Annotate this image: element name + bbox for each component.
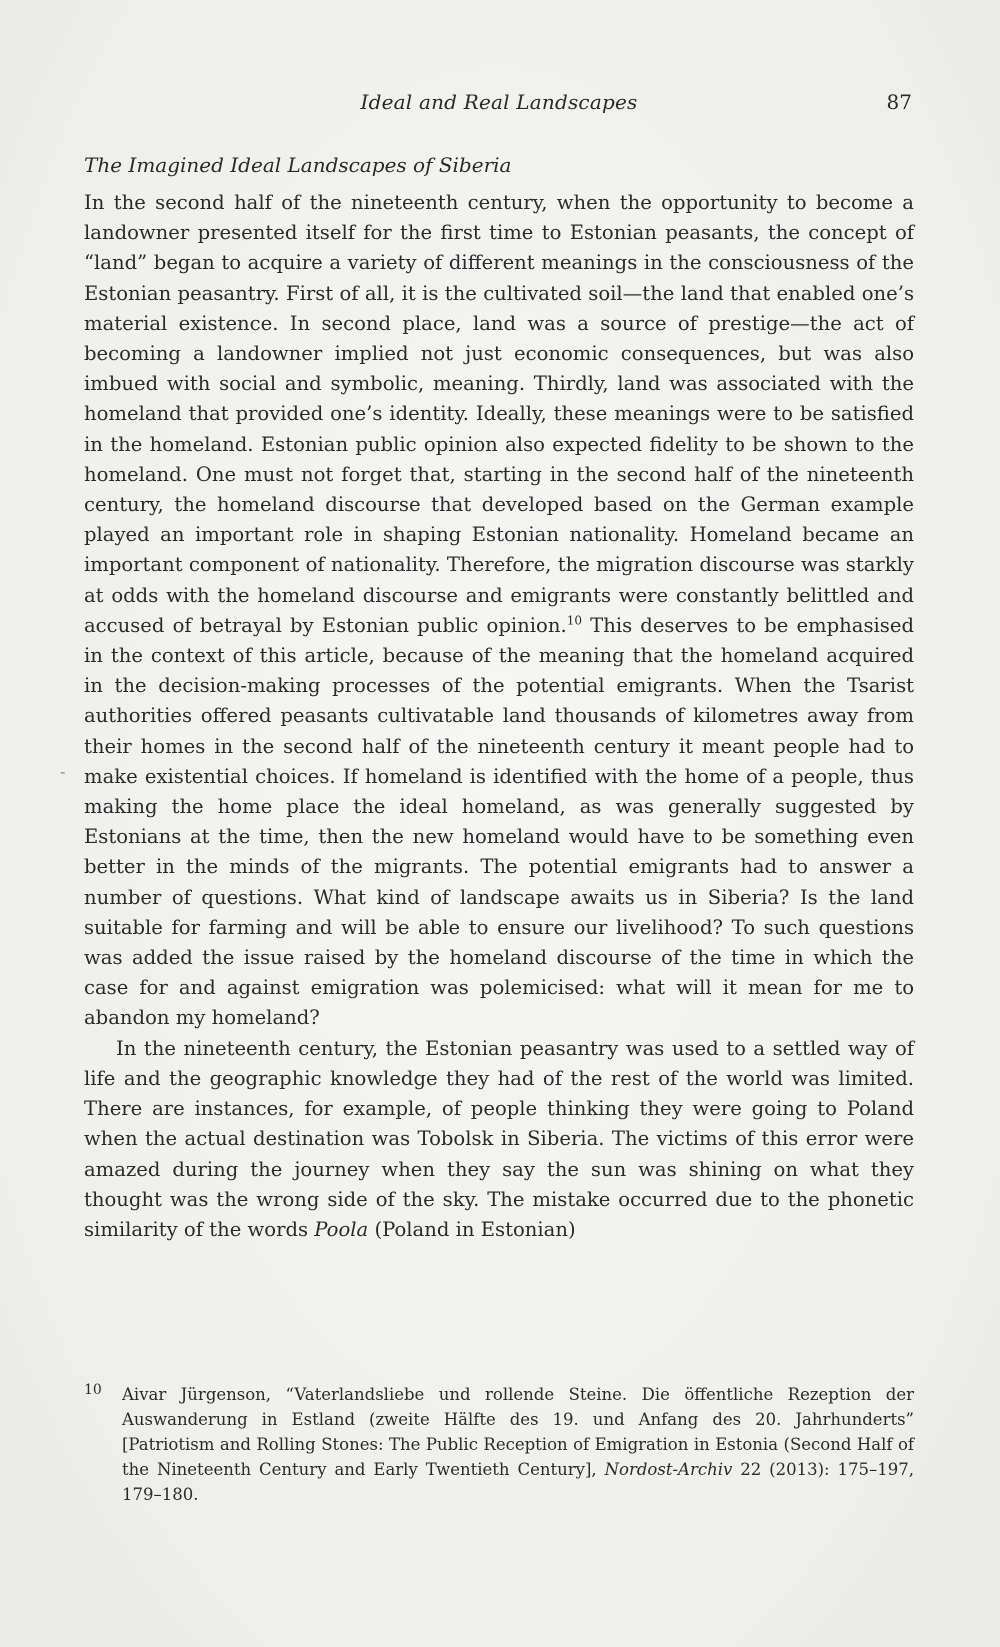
- paragraph-1-text-b: This deserves to be emphasised in the context of this article, because of the meaning that the homeland acquired in the decision-making processes of the potential emigrants. When the Tsarist authorities offered peasants cultivatable land thousands of kilometres away from their homes in the second half of the nineteenth century it meant people had to make existential choices. If homeland is identified with the home of a people, thus making the home place the ideal homeland, as was generally suggested by Estonians at the time, then the new homeland would have to be something even better in the minds of the migrants. The potential emigrants had to answer a number of questions. What kind of landscape awaits us in Siberia? Is the land suitable for farming and will be able to ensure our livelihood? To such questions was added the issue raised by the homeland discourse of the time in which the case for and against emigration was polemicised: what will it mean for me to abandon my homeland?: [84, 613, 914, 1030]
- paragraph-2: [84, 1034, 914, 1245]
- page-number: 87: [886, 90, 912, 114]
- footnote-text-a: Aivar Jürgenson, “Vaterlandsliebe und rollende Steine. Die öffentliche Rezeption der Auswanderung in Estland (zweite Hälfte des 19. und Anfang des 20. Jahrhunderts” [Patriotism and Rolling Stones: The Public Reception of Emigration in Estonia (Second Half of the Nineteenth Century and Early Twentieth Century],: [122, 1385, 914, 1479]
- paragraph-1-text-a: In the second half of the nineteenth century, when the opportunity to become a landowner presented itself for the first time to Estonian peasants, the concept of “land” began to acquire a variety of different meanings in the consciousness of the Estonian peasantry. First of all, it is the cultivated soil—the land that enabled one’s material existence. In second place, land was a source of prestige—the act of becoming a landowner implied not just economic consequences, but was also imbued with social and symbolic, meaning. Thirdly, land was associated with the homeland that provided one’s identity. Ideally, these meanings were to be satisfied in the homeland. Estonian public opinion also expected fidelity to be shown to the homeland. One must not forget that, starting in the second half of the nineteenth century, the homeland discourse that developed based on the German example played an important role in shaping Estonian nationality. Homeland became an important component of nationality. Therefore, the migration discourse was starkly at odds with the homeland discourse and emigrants were constantly belittled and accused of betrayal by Estonian public opinion.: [84, 191, 914, 637]
- body-text: [84, 150, 914, 1245]
- footnote-text-b: 22 (2013): 175–197, 179–180.: [122, 1460, 914, 1504]
- footnote-reference: 10: [566, 613, 582, 628]
- running-header: [86, 90, 912, 120]
- footnote-journal: Nordost-Archiv: [604, 1460, 733, 1479]
- paragraph-2-italic-word: Poola: [314, 1217, 369, 1241]
- running-title: Ideal and Real Landscapes: [360, 90, 638, 114]
- footnote-number: 10: [84, 1382, 102, 1398]
- margin-mark: -: [60, 762, 66, 781]
- paragraph-2-text-b: (Poland in Estonian): [368, 1217, 576, 1241]
- section-heading: The Imagined Ideal Landscapes of Siberia: [84, 153, 512, 177]
- footnote: [84, 1382, 914, 1507]
- paragraph-2-text-a: In the nineteenth century, the Estonian peasantry was used to a settled way of life and the geographic knowledge they had of the rest of the world was limited. There are instances, for example, of people thinking they were going to Poland when the actual destination was Tobolsk in Siberia. The victims of this error were amazed during the journey when they say the sun was shining on what they thought was the wrong side of the sky. The mistake occurred due to the phonetic similarity of the words: [84, 1036, 914, 1241]
- paragraph-1: [84, 188, 914, 1034]
